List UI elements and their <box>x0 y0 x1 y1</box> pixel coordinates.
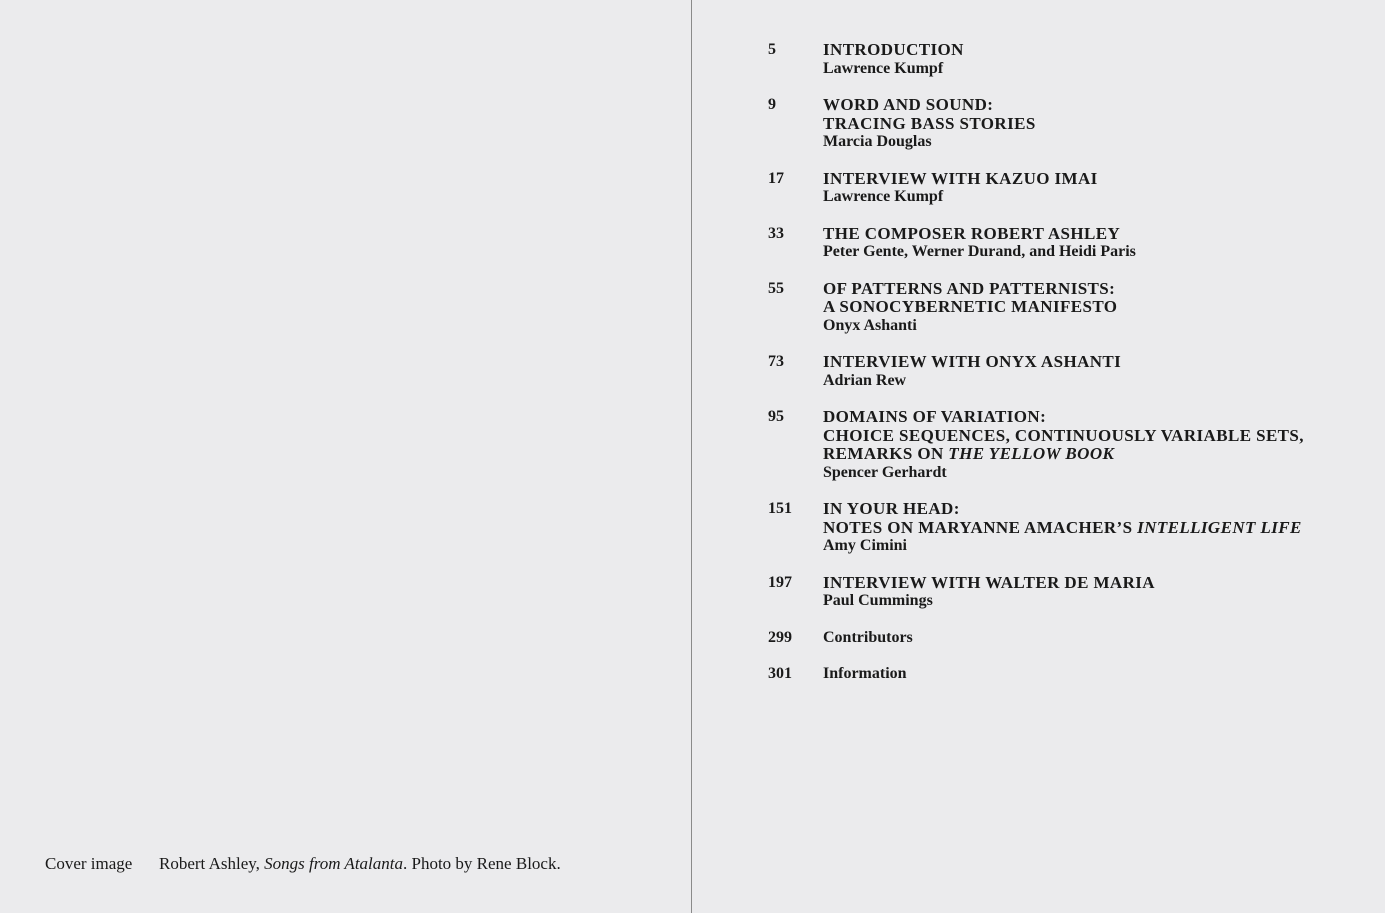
toc-entry <box>768 665 1368 684</box>
cover-label: Cover image <box>45 854 133 873</box>
toc-author: Lawrence Kumpf <box>823 188 944 205</box>
toc-entry <box>768 408 1368 482</box>
toc-title-text: OF PATTERNS AND PATTERNISTS: <box>823 278 1116 298</box>
toc-title-text: DOMAINS OF VARIATION: <box>823 407 1047 426</box>
toc-author: Spencer Gerhardt <box>823 463 947 481</box>
toc-entry-body <box>823 96 1368 152</box>
toc-entry <box>768 353 1368 390</box>
toc-section-label: Contributors <box>823 628 913 646</box>
toc-title-line <box>823 115 1368 134</box>
toc-author: Onyx Ashanti <box>823 316 917 334</box>
toc-title-text: REMARKS ON <box>823 444 949 463</box>
toc-author: Adrian Rew <box>823 371 907 389</box>
toc-title-line <box>823 427 1368 446</box>
toc-title-text: INTERVIEW WITH ONYX ASHANTI <box>823 352 1122 371</box>
toc-title-line <box>823 298 1368 317</box>
toc-page-number: 301 <box>768 665 792 682</box>
toc-title-text: TRACING BASS STORIES <box>823 113 1036 133</box>
toc-entry-body <box>823 170 1368 207</box>
toc-title-line <box>823 500 1368 519</box>
toc-title-text: INTRODUCTION <box>823 40 964 59</box>
toc-title-text: NOTES ON MARYANNE AMACHER’S <box>823 517 1138 537</box>
right-page <box>692 0 1385 913</box>
toc-title-line <box>823 96 1368 115</box>
toc-title-line <box>823 280 1368 299</box>
toc-page-number: 9 <box>768 96 776 113</box>
toc-title-text: IN YOUR HEAD: <box>823 499 960 518</box>
toc-title-italic: INTELLIGENT LIFE <box>1137 517 1302 537</box>
toc-entry <box>768 170 1368 207</box>
toc-entry-body <box>823 574 1368 611</box>
cover-caption-text-before: Robert Ashley, <box>159 854 265 873</box>
toc-entry <box>768 41 1368 78</box>
toc-author: Lawrence Kumpf <box>823 59 944 77</box>
toc-entry-body <box>823 629 1368 648</box>
toc-page-number: 17 <box>768 169 784 187</box>
toc-title-line <box>823 225 1368 244</box>
toc-title-text: INTERVIEW WITH KAZUO IMAI <box>823 168 1098 188</box>
toc-section-label: Information <box>823 665 907 682</box>
toc-title-text: INTERVIEW WITH WALTER DE MARIA <box>823 572 1155 592</box>
toc-entry-body <box>823 665 1368 684</box>
toc-author: Paul Cummings <box>823 592 933 609</box>
toc-entry <box>768 96 1368 152</box>
toc-title-line <box>823 519 1368 538</box>
toc-title-text: THE COMPOSER ROBERT ASHLEY <box>823 223 1121 243</box>
toc-author: Amy Cimini <box>823 537 907 554</box>
toc-entry-body <box>823 225 1368 262</box>
toc-title-line <box>823 170 1368 189</box>
toc-page-number: 33 <box>768 224 784 242</box>
toc-author: Peter Gente, Werner Durand, and Heidi Paris <box>823 243 1136 260</box>
toc-title-text: A SONOCYBERNETIC MANIFESTO <box>823 297 1118 316</box>
toc-page-number: 151 <box>768 500 792 517</box>
toc-title-line <box>823 41 1368 60</box>
toc-entry-body <box>823 41 1368 78</box>
cover-caption-text-after: . Photo by Rene Block. <box>403 854 561 873</box>
toc-entry-body <box>823 280 1368 336</box>
toc-page-number: 5 <box>768 41 776 58</box>
table-of-contents <box>768 41 1368 702</box>
toc-entry <box>768 280 1368 336</box>
toc-title-text: CHOICE SEQUENCES, CONTINUOUSLY VARIABLE SETS, <box>823 425 1304 445</box>
toc-entry-body <box>823 353 1368 390</box>
toc-entry <box>768 574 1368 611</box>
toc-title-line <box>823 574 1368 593</box>
left-page <box>0 0 691 913</box>
toc-page-number: 299 <box>768 628 792 646</box>
toc-title-line <box>823 408 1368 427</box>
toc-title-line <box>823 353 1368 372</box>
toc-entry-body <box>823 408 1368 482</box>
toc-page-number: 55 <box>768 279 784 297</box>
toc-entry-body <box>823 500 1368 556</box>
toc-title-text: WORD AND SOUND: <box>823 95 994 114</box>
toc-entry <box>768 629 1368 648</box>
toc-page-number: 95 <box>768 408 784 425</box>
cover-caption-title: Songs from Atalanta <box>264 854 403 873</box>
toc-title-italic: THE YELLOW BOOK <box>948 444 1115 463</box>
toc-entry <box>768 500 1368 556</box>
toc-entry <box>768 225 1368 262</box>
cover-caption <box>159 853 561 875</box>
toc-author: Marcia Douglas <box>823 133 932 150</box>
toc-title-line <box>823 445 1368 464</box>
toc-page-number: 197 <box>768 573 792 591</box>
toc-page-number: 73 <box>768 353 784 370</box>
